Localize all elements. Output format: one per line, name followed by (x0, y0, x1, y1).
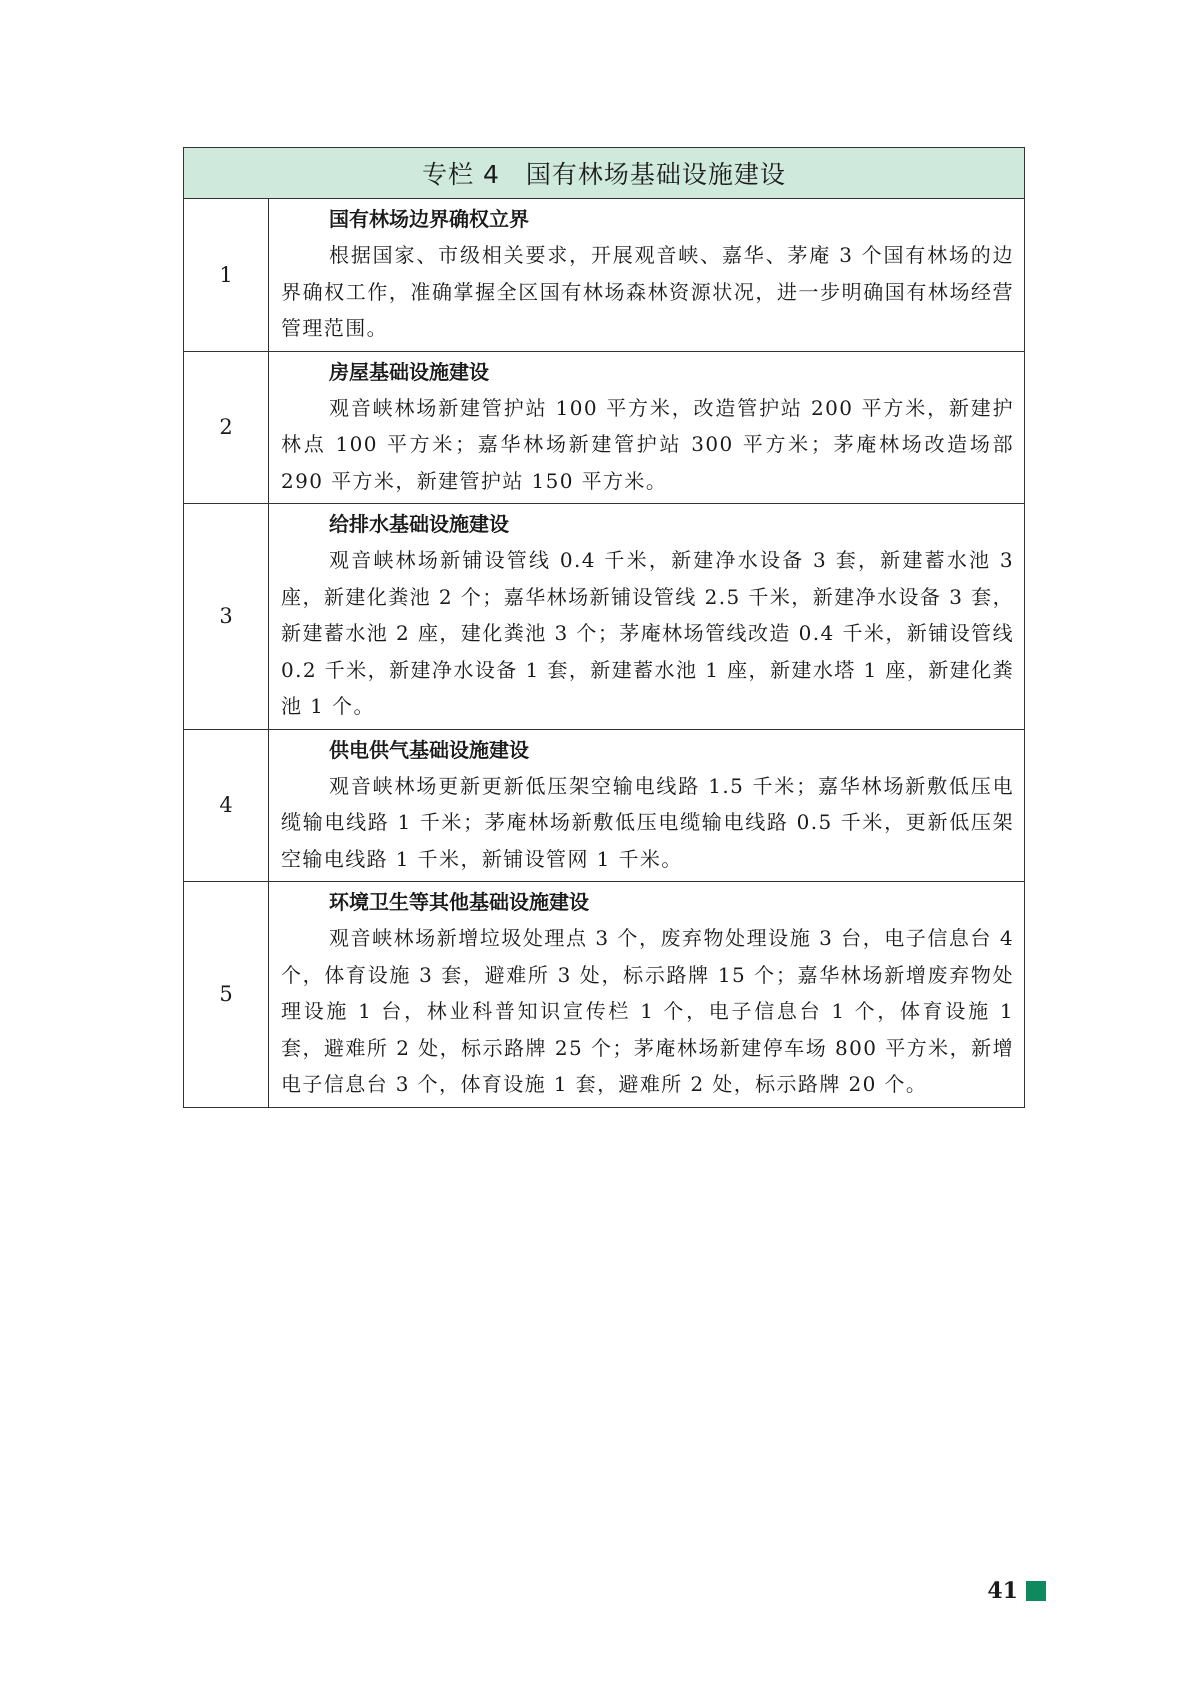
row-number: 3 (184, 504, 269, 730)
column-title: 专栏 4 国有林场基础设施建设 (184, 148, 1025, 199)
page-number: 41 (987, 1578, 1018, 1604)
item-body: 观音峡林场新铺设管线 0.4 千米，新建净水设备 3 套，新建蓄水池 3 座，新建化粪池 2 个；嘉华林场新铺设管线 2.5 千米，新建净水设备 3 套，新建蓄水池 2 座，建化粪池 3 个；茅庵林场管线改造 0.4 千米，新铺设管线 0.2 千米，新建净水设备 1 套，新建蓄水池 1 座，新建水塔 1 座，新建化粪池 1 个。 (281, 548, 1014, 718)
item-title: 环境卫生等其他基础设施建设 (329, 890, 589, 914)
row-content (269, 504, 1025, 730)
item-title: 给排水基础设施建设 (329, 512, 509, 536)
item-body: 根据国家、市级相关要求，开展观音峡、嘉华、茅庵 3 个国有林场的边界确权工作，准确掌握全区国有林场森林资源状况，进一步明确国有林场经营管理范围。 (281, 243, 1014, 340)
infrastructure-column-table (183, 147, 1025, 1108)
item-title: 国有林场边界确权立界 (329, 207, 529, 231)
item-body: 观音峡林场新建管护站 100 平方米，改造管护站 200 平方米，新建护林点 100 平方米；嘉华林场新建管护站 300 平方米；茅庵林场改造场部 290 平方米，新建管护站 150 平方米。 (281, 395, 1014, 493)
row-number: 5 (184, 882, 269, 1108)
row-content (269, 882, 1025, 1108)
row-content (269, 351, 1025, 504)
table-row (184, 729, 1025, 882)
table-row (184, 504, 1025, 730)
page-footer (987, 1578, 1046, 1604)
row-number: 1 (184, 199, 269, 352)
table-row (184, 351, 1025, 504)
column-header-row (184, 148, 1025, 199)
table-row (184, 199, 1025, 352)
item-body: 观音峡林场更新更新低压架空输电线路 1.5 千米；嘉华林场新敷低压电缆输电线路 1 千米；茅庵林场新敷低压电缆输电线路 0.5 千米，更新低压架空输电线路 1 千米，新铺设管网 1 千米。 (281, 773, 1014, 871)
row-number: 4 (184, 729, 269, 882)
table-row (184, 882, 1025, 1108)
item-title: 房屋基础设施建设 (329, 359, 489, 384)
item-title: 供电供气基础设施建设 (329, 737, 529, 762)
item-body: 观音峡林场新增垃圾处理点 3 个，废弃物处理设施 3 台，电子信息台 4 个，体育设施 3 套，避难所 3 处，标示路牌 15 个；嘉华林场新增废弃物处理设施 1 台，林业科普知识宣传栏 1 个，电子信息台 1 个，体育设施 1 套，避难所 2 处，标示路牌 25 个；茅庵林场新建停车场 800 平方米，新增电子信息台 3 个，体育设施 1 套，避难所 2 处，标示路牌 20 个。 (281, 926, 1014, 1096)
row-number: 2 (184, 351, 269, 504)
row-content (269, 729, 1025, 882)
green-square-marker-icon (1026, 1581, 1046, 1601)
row-content (269, 199, 1025, 352)
